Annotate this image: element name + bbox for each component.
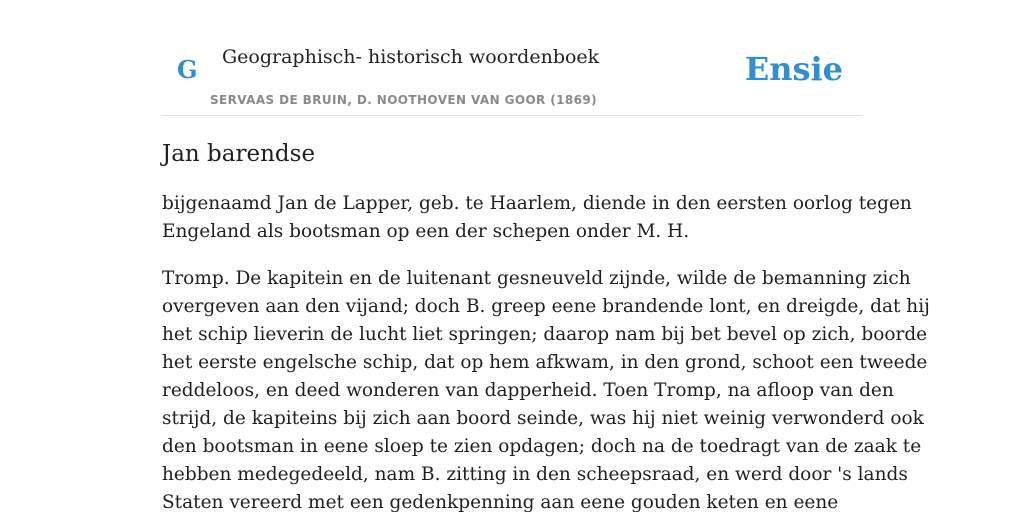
paragraph-line: overgeven aan den vijand; doch B. greep eene brandende lont, en dreigde, dat hij [162, 296, 930, 317]
paragraph-line: het schip lieverin de lucht liet springen; daarop nam bij bet bevel op zich, boorde [162, 324, 928, 345]
entry-title: Jan barendse [162, 141, 316, 167]
entry-paragraph-2 [162, 265, 930, 512]
paragraph-line: bijgenaamd Jan de Lapper, geb. te Haarlem, diende in den eersten oorlog tegen [162, 193, 912, 214]
paragraph-line: Tromp. De kapitein en de luitenant gesneuveld zijnde, wilde de bemanning zich [162, 268, 911, 289]
paragraph-line: Engeland als bootsman op een der schepen onder M. H. [162, 221, 690, 242]
paragraph-line: strijd, de kapiteins bij zich aan boord seinde, was hij niet weinig verwonderd ook [162, 408, 924, 429]
paragraph-line: het eerste engelsche schip, dat op hem afkwam, in den grond, schoot een tweede [162, 352, 928, 373]
page-header [162, 0, 862, 116]
paragraph-line: reddeloos, en deed wonderen van dapperheid. Toen Tromp, na afloop van den [162, 380, 894, 401]
paragraph-line: den bootsman in eene sloep te zien opdagen; doch na de toedragt van de zaak te [162, 436, 922, 457]
paragraph-line: hebben medegedeeld, nam B. zitting in den scheepsraad, en werd door 's lands [162, 464, 908, 485]
paragraph-line: Staten vereerd met een gedenkpenning aan eene gouden keten en eene [162, 492, 839, 512]
entry-paragraph-1 [162, 190, 912, 246]
book-authors: SERVAAS DE BRUIN, D. NOOTHOVEN VAN GOOR (1869) [210, 93, 598, 107]
index-letter-link[interactable]: G [177, 55, 198, 84]
entry-content [162, 136, 930, 512]
book-title-link[interactable]: Geographisch- historisch woordenboek [222, 46, 600, 68]
brand-logo-link[interactable]: Ensie [744, 50, 843, 88]
